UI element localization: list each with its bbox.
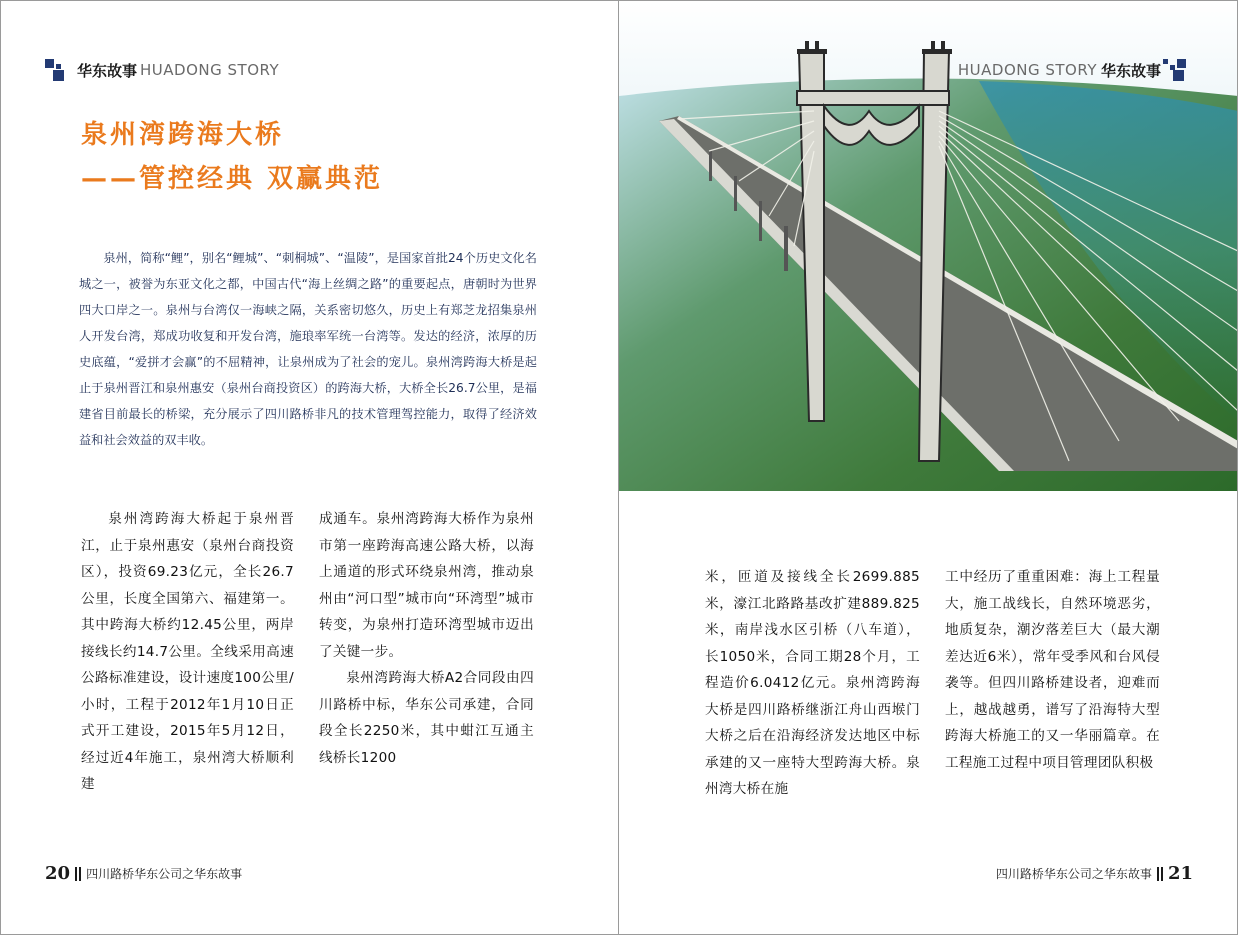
footer-text-right: 四川路桥华东公司之华东故事 — [995, 867, 1152, 881]
header-cn: 华东故事 — [77, 61, 138, 80]
footer-left — [45, 863, 242, 884]
header-logo-icon-right — [1161, 59, 1193, 81]
section-header-left — [45, 59, 279, 81]
header-cn-right: 华东故事 — [1100, 61, 1161, 80]
column-2-text-a: 成通车。泉州湾跨海大桥作为泉州市第一座跨海高速公路大桥，以海上通道的形式环绕泉州湾，推动泉州由“河口型”城市向“环湾型”城市转变，为泉州打造环湾型城市迈出了关键一步。 — [319, 511, 534, 660]
footer-right — [996, 863, 1193, 884]
body-column-1 — [81, 506, 294, 798]
footer-text-left: 四川路桥华东公司之华东故事 — [86, 867, 243, 881]
title-line-2: ——管控经典 双赢典范 — [81, 164, 384, 194]
column-3-text: 米，匝道及接线全长2699.885米，濠江北路路基改扩建889.825米，南岸浅水区引桥（八车道），长1050米，合同工期28个月，工程造价6.0412亿元。泉州湾跨海大桥是四川路桥继浙江舟山西堠门大桥之后在沿海经济发达地区中标承建的又一座特大型跨海大桥。泉州湾大桥在施 — [705, 569, 920, 797]
column-2-text-b: 泉州湾跨海大桥A2合同段由四川路桥中标，华东公司承建，合同段全长2250米，其中蚶江互通主线桥长1200 — [319, 670, 534, 766]
intro-paragraph — [79, 245, 537, 453]
body-column-3 — [705, 564, 920, 803]
column-1-text: 泉州湾跨海大桥起于泉州晋江，止于泉州惠安（泉州台商投资区），投资69.23亿元，全长26.7公里，长度全国第六、福建第一。其中跨海大桥约12.45公里，两岸接线长约14.7公里。全线采用高速公路标准建设，设计速度100公里/小时，工程于2012年1月10日正式开工建设，2015年5月12日，经过近4年施工，泉州湾大桥顺利建 — [81, 511, 294, 792]
column-4-text: 工中经历了重重困难：海上工程量大，施工战线长，自然环境恶劣，地质复杂，潮汐落差巨大（最大潮差达近6米），常年受季风和台风侵袭等。但四川路桥建设者，迎难而上，越战越勇，谱写了沿海特大型跨海大桥施工的又一华丽篇章。在工程施工过程中项目管理团队积极 — [945, 569, 1160, 771]
intro-text: 泉州，简称“鲤”，别名“鲤城”、“刺桐城”、“温陵”，是国家首批24个历史文化名城之一，被誉为东亚文化之都，中国古代“海上丝绸之路”的重要起点，唐朝时为世界四大口岸之一。泉州与台湾仅一海峡之隔，关系密切悠久，历史上有郑芝龙招集泉州人开发台湾，郑成功收复和开发台湾，施琅率军统一台湾等。发达的经济，浓厚的历史底蕴，“爱拼才会赢”的不屈精神，让泉州成为了社会的宠儿。泉州湾跨海大桥是起止于泉州晋江和泉州惠安（泉州台商投资区）的跨海大桥，大桥全长26.7公里，是福建省目前最长的桥梁，充分展示了四川路桥非凡的技术管理驾控能力，取得了经济效益和社会效益的双丰收。 — [79, 251, 537, 447]
article-title — [81, 113, 383, 201]
page-number-right: 21 — [1167, 863, 1193, 884]
header-logo-icon — [45, 59, 77, 81]
footer-divider-icon-right — [1156, 867, 1164, 881]
section-header-right — [958, 59, 1193, 81]
header-en-right: HUADONG STORY — [957, 61, 1097, 79]
body-column-2 — [319, 506, 534, 771]
header-en: HUADONG STORY — [140, 61, 280, 79]
footer-divider-icon — [74, 867, 82, 881]
body-column-4 — [945, 564, 1160, 776]
page-number-left: 20 — [45, 863, 71, 884]
title-line-1: 泉州湾跨海大桥 — [81, 120, 285, 150]
right-page — [619, 0, 1238, 935]
